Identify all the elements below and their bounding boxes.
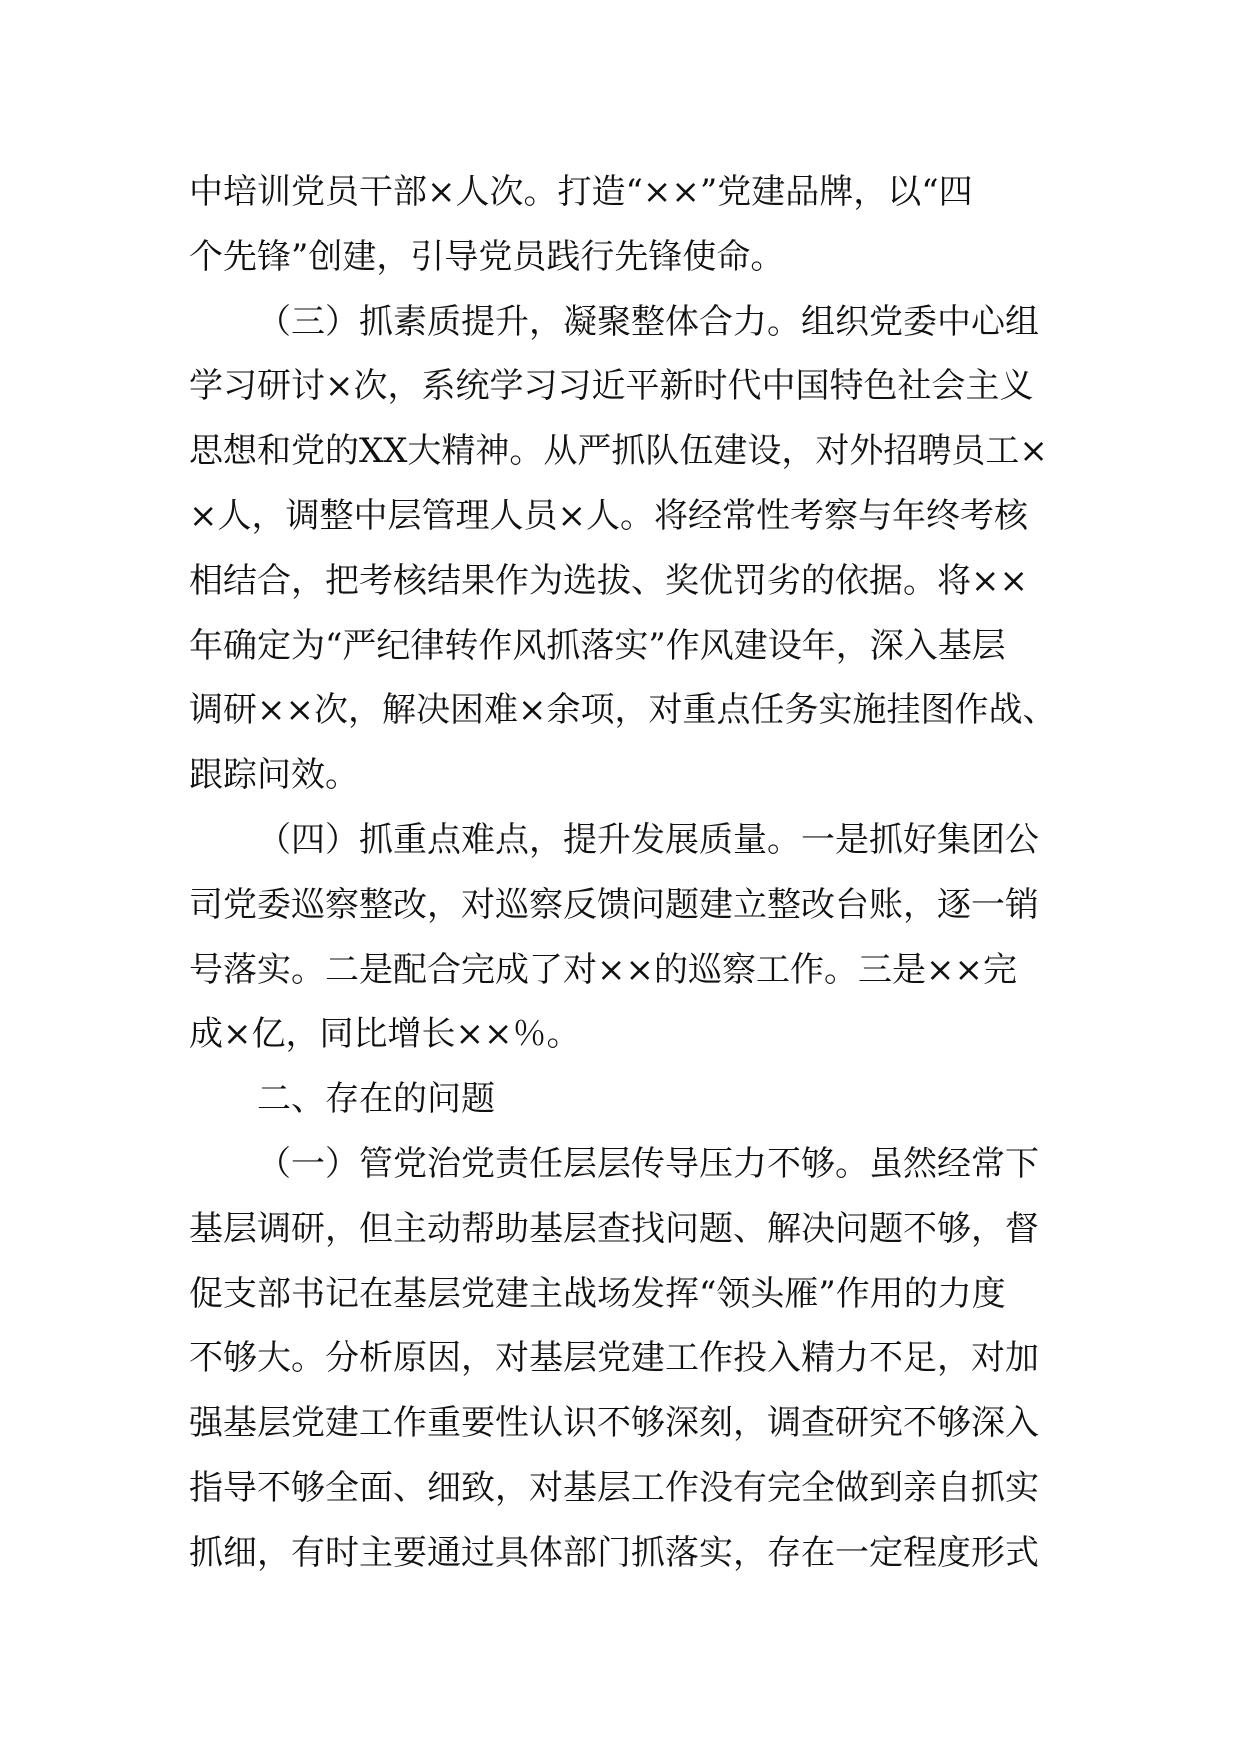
text-line: 司党委巡察整改，对巡察反馈问题建立整改台账，逐一销 xyxy=(189,884,1039,925)
text-line: （三）抓素质提升，凝聚整体合力。组织党委中心组 xyxy=(257,301,1039,342)
section-heading xyxy=(189,1067,1059,1132)
text-line: （四）抓重点难点，提升发展质量。一是抓好集团公 xyxy=(257,819,1039,860)
paragraph-3 xyxy=(189,808,1059,1067)
text-line: 相结合，把考核结果作为选拔、奖优罚劣的依据。将×× xyxy=(189,560,1028,601)
text-line: ×人，调整中层管理人员×人。将经常性考察与年终考核 xyxy=(189,495,1028,536)
text-line: 成×亿，同比增长××％。 xyxy=(189,1014,581,1055)
text-line: 跟踪问效。 xyxy=(189,755,359,796)
document-body xyxy=(189,160,1059,1586)
text-line: 抓细，有时主要通过具体部门抓落实，存在一定程度形式 xyxy=(189,1532,1039,1573)
text-line: 学习研讨×次，系统学习习近平新时代中国特色社会主义 xyxy=(189,366,1034,407)
text-line: 不够大。分析原因，对基层党建工作投入精力不足，对加 xyxy=(189,1338,1039,1379)
text-line: 个先锋”创建，引导党员践行先锋使命。 xyxy=(189,236,785,277)
text-line: 号落实。二是配合完成了对××的巡察工作。三是××完 xyxy=(189,949,1017,990)
paragraph-5 xyxy=(189,1132,1059,1586)
text-line: 促支部书记在基层党建主战场发挥“领头雁”作用的力度 xyxy=(189,1273,1006,1314)
text-line: 基层调研，但主动帮助基层查找问题、解决问题不够，督 xyxy=(189,1208,1039,1249)
heading-text: 二、存在的问题 xyxy=(257,1079,495,1120)
text-line: 指导不够全面、细致，对基层工作没有完全做到亲自抓实 xyxy=(189,1467,1039,1508)
text-line: 调研××次，解决困难×余项，对重点任务实施挂图作战、 xyxy=(189,690,1057,731)
text-line: （一）管党治党责任层层传导压力不够。虽然经常下 xyxy=(257,1143,1039,1184)
text-line: 思想和党的XX大精神。从严抓队伍建设，对外招聘员工× xyxy=(189,431,1048,472)
paragraph-2 xyxy=(189,290,1059,808)
text-line: 强基层党建工作重要性认识不够深刻，调查研究不够深入 xyxy=(189,1403,1039,1444)
text-line: 年确定为“严纪律转作风抓落实”作风建设年，深入基层 xyxy=(189,625,1006,666)
text-line: 中培训党员干部×人次。打造“××”党建品牌，以“四 xyxy=(189,172,973,212)
paragraph-1 xyxy=(189,160,1059,290)
